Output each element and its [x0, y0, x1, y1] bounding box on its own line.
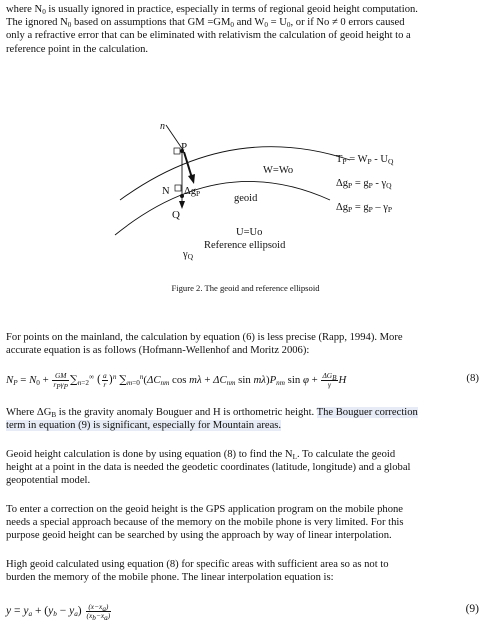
geoid-curve [120, 147, 350, 200]
para5-line2: needs a special approach because of the memory on the mobile phone is very limited. For this [6, 517, 404, 529]
intro-line3: only a refractive error that can be eliminated with relativism the calculation of geoid height to a [6, 30, 411, 42]
equation-8: $N_P = N_0$ + $\frac{GM}{r_P\gamma_P}$ $\sum_{n=2}^\infty$ ( $\frac{a}{r}$ )$^n$ $\sum_{m=0}^n(\Delta C_{nm}$ $\cos m\lambda + \Delta C_{nm}$ $\sin m\lambda)P_{nm}$ sin φ + $\frac{\Delta G_B}{\gamma}$ H (8) [6, 371, 479, 391]
intro-line2-b: based on assumptions that GM =GM [71, 17, 231, 29]
equation-9: $y = y_a + (y_b - y_a)$ $\frac{(x-x_a)}{(x_b-x_a)}$ (9) [6, 602, 479, 622]
label-p: P [181, 141, 188, 153]
intro-paragraph: where $N_0$ is usually ignored in practice, especially in terms of regional geoid height computation. The ignored $N_0$ based on assumptions that GM $=GM_0$ and $W_0 = U_0$, or if No ≠ 0 errors caused only a refractive error that can be eliminated with relativism the calculation of geoid height to a reference point in the calculation. [6, 4, 418, 55]
label-w: W=Wo [263, 165, 294, 176]
paragraph-gps-correction [6, 503, 485, 543]
intro-line2-e: , or if No ≠ 0 errors caused [290, 17, 405, 29]
intro-line1-end: is usually ignored in practice, especially in terms of regional geoid height computation. [45, 4, 418, 15]
right-angle-marker-p [174, 148, 180, 154]
para3-line1a: Where ΔG [6, 407, 52, 418]
plumb-arrow-icon [179, 201, 185, 209]
para5-line3: purpose geoid height can be searched by using the approach by way of linear interpolation. [6, 530, 392, 542]
para2-line1: For points on the mainland, the calculation by equation (6) is less precise (Rapp, 1994). More [6, 332, 403, 343]
para4-line2: height at a point in the data is needed the geodetic coordinates (latitude, longitude) and a global [6, 462, 411, 474]
para5-line1: To enter a correction on the geoid height is the GPS application program on the mobile phone [6, 504, 404, 515]
intro-line1-start: where N [6, 4, 43, 15]
gravity-vector [184, 152, 192, 178]
para4-line1b: . To calculate the geoid [296, 449, 396, 460]
label-delta-g: ΔgP [184, 186, 201, 198]
figure-caption: Figure 2. The geoid and reference ellipsoid [171, 283, 320, 293]
equation-delta-g-q: ΔgP = gP - γQ [336, 178, 392, 190]
intro-line2-a: The ignored N [6, 17, 68, 29]
intro-line2-d: = U [267, 17, 287, 29]
label-gamma: γQ [183, 249, 194, 261]
para6-line1: High geoid calculated using equation (8) for specific areas with sufficient area so as not to [6, 559, 389, 570]
right-angle-marker-n [175, 185, 181, 191]
label-n: n [160, 121, 165, 132]
para4-line3: geopotential model. [6, 475, 91, 487]
paragraph-interpolation [6, 558, 485, 584]
equation-8-number: (8) [466, 372, 479, 384]
ellipsoid-curve [115, 181, 330, 235]
intro-line2-c: and W [233, 17, 265, 29]
equation-9-number: (9) [465, 603, 479, 615]
label-q: Q [172, 209, 180, 221]
highlighted-text-2: term in equation (9) is significant, especially for Mountain areas. [6, 420, 282, 432]
highlighted-text-1: The Bouguer correction [316, 407, 418, 418]
gravity-arrow-icon [188, 174, 195, 184]
geoid-figure [0, 0, 491, 300]
equation-delta-g-p: ΔgP = gP – γP [336, 202, 393, 214]
para6-line2: burden the memory of the mobile phone. The linear interpolation equation is: [6, 572, 334, 584]
intro-line4: reference point in the calculation. [6, 43, 149, 55]
para2-line2: accurate equation is as follows (Hofmann-Wellenhof and Moritz 2006): [6, 345, 310, 357]
equation-t: TP = WP - UQ [336, 154, 394, 166]
paragraph-mainland [6, 331, 485, 357]
para4-line1a: Geoid height calculation is done by using equation (8) to find the N [6, 449, 293, 460]
paragraph-geoid-calculation: Geoid height calculation is done by using equation (8) to find the $N_L$. To calculate the geoid height at a point in the data is needed the geodetic coordinates (latitude, longitude) and a global geopotential model. [6, 449, 411, 487]
label-u: U=Uo [236, 227, 263, 238]
label-n-point: N [162, 186, 170, 197]
paragraph-bouguer: Where $\Delta G_B$ is the gravity anomaly Bouguer and H is orthometric height. The Bouguer correction term in equation (9) is significant, especially for Mountain areas. [6, 407, 418, 432]
para3-line1b: is the gravity anomaly Bouguer and H is orthometric height. [56, 407, 317, 418]
label-reference-ellipsoid: Reference ellipsoid [204, 240, 286, 251]
label-geoid: geoid [234, 193, 258, 204]
